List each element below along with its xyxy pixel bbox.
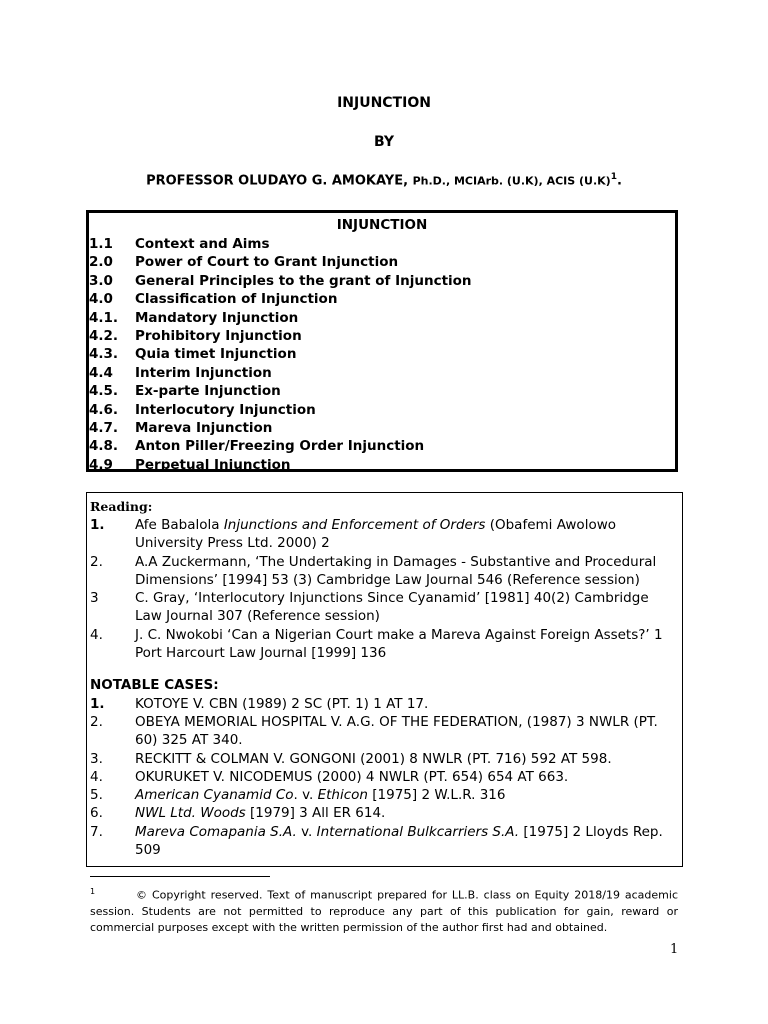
reading-item-number: 3: [90, 590, 99, 607]
toc-item: [89, 364, 675, 382]
toc-item-text: Mandatory Injunction: [135, 309, 299, 326]
author-trailing: .: [616, 173, 622, 189]
reading-item-title: Injunctions and Enforcement of Orders: [223, 517, 486, 533]
toc-item-number: 4.1.: [89, 309, 119, 326]
footnote-marker: 1: [90, 887, 96, 896]
case-citation: RECKITT & COLMAN V. GONGONI (2001) 8 NWLR (PT. 716) 592 AT 598.: [135, 750, 612, 767]
reading-item-author: Afe Babalola: [135, 517, 224, 533]
case-item-number: 4.: [90, 768, 103, 785]
case-item-text: [135, 786, 678, 804]
footnote: [90, 884, 678, 936]
case-party-2: International Bulkcarriers S.A.: [316, 823, 520, 840]
reading-item-text: [135, 626, 678, 663]
case-item-number: 5.: [90, 787, 103, 804]
reading-item-text: [135, 516, 678, 553]
toc-item-text: Interim Injunction: [135, 364, 272, 381]
case-item-number: 2.: [90, 713, 103, 730]
reading-item-author: J. C. Nwokobi ‘Can a Nigerian Court make a Mareva Against Foreign Assets?’ 1 Port Harcourt Law Journal [1999] 136: [135, 626, 663, 662]
reading-box: [86, 492, 683, 867]
case-connector: v.: [296, 823, 317, 840]
case-item: [87, 786, 682, 804]
toc-item: [89, 437, 675, 455]
toc-item-text: Power of Court to Grant Injunction: [135, 254, 399, 271]
reading-item-author: A.A Zuckermann, ‘The Undertaking in Damages - Substantive and Procedural Dimensions’ [1994] 53 (3) Cambridge Law Journal 546 (Reference session): [135, 553, 657, 588]
cases-heading: NOTABLE CASES:: [90, 677, 219, 694]
toc-item-number: 2.0: [89, 254, 113, 271]
toc-item-number: 4.9: [89, 456, 113, 473]
toc-item: [89, 309, 675, 327]
reading-item: [87, 553, 682, 590]
footnote-text: © Copyright reserved. Text of manuscript prepared for LL.B. class on Equity 2018/19 academic session. Students are not permitted to reproduce any part of this publication for gain, reward or commercial purposes except with the written permission of the author first had and obtained.: [90, 888, 678, 934]
reading-item-number: 4.: [90, 626, 103, 643]
toc-item-text: Context and Aims: [135, 236, 270, 252]
case-item-number: 3.: [90, 750, 103, 767]
toc-item-text: Quia timet Injunction: [135, 346, 297, 363]
author-credentials: Ph.D., MCIArb. (U.K), ACIS (U.K): [412, 174, 611, 188]
toc-item: [89, 419, 675, 437]
reading-item-details: (Obafemi Awolowo University Press Ltd. 2000) 2: [135, 517, 616, 552]
toc-item-number: 1.1: [89, 236, 113, 252]
footnote-separator: [90, 876, 270, 877]
toc-item-number: 4.2.: [89, 327, 119, 344]
by-line: BY: [373, 134, 395, 150]
toc-item-number: 4.7.: [89, 419, 119, 436]
case-party-1: Mareva Comapania S.A.: [135, 823, 297, 840]
author-line: [0, 172, 768, 188]
case-citation: KOTOYE V. CBN (1989) 2 SC (PT. 1) 1 AT 17.: [135, 695, 429, 712]
case-party-1: NWL Ltd. Woods: [135, 805, 246, 822]
toc-item: [89, 345, 675, 363]
toc-item-number: 4.3.: [89, 346, 119, 363]
toc-item-number: 4.5.: [89, 383, 119, 400]
case-connector: . v.: [293, 787, 318, 804]
toc-item: [89, 382, 675, 400]
toc-item-text: General Principles to the grant of Injunction: [135, 272, 472, 289]
case-citation: OKURUKET V. NICODEMUS (2000) 4 NWLR (PT. 654) 654 AT 663.: [135, 768, 569, 785]
toc-item-text: Classification of Injunction: [135, 291, 338, 308]
case-item-text: [135, 750, 678, 768]
toc-item: [89, 401, 675, 419]
case-item-number: 6.: [90, 805, 103, 822]
reading-item: [87, 516, 682, 553]
case-item-number: 7.: [90, 823, 103, 840]
toc-item: [89, 327, 675, 345]
reading-item-author: C. Gray, ‘Interlocutory Injunctions Since Cyanamid’ [1981] 40(2) Cambridge Law Journal 307 (Reference session): [135, 590, 649, 625]
case-item-text: [135, 804, 678, 822]
case-report: [1975] 2 Lloyds Rep. 509: [135, 823, 663, 859]
toc-item-text: Interlocutory Injunction: [135, 401, 316, 418]
case-report: [1975] 2 W.L.R. 316: [367, 787, 506, 804]
reading-item-number: 1.: [90, 517, 105, 533]
case-item-text: [135, 768, 678, 786]
case-connector: [1979] 3 All ER 614.: [245, 805, 386, 822]
table-of-contents: [86, 210, 678, 472]
case-party-2: Ethicon: [317, 787, 368, 804]
case-item: [87, 713, 682, 750]
reading-item-number: 2.: [90, 553, 103, 570]
reading-heading: Reading:: [90, 499, 153, 514]
case-citation: OBEYA MEMORIAL HOSPITAL V. A.G. OF THE FEDERATION, (1987) 3 NWLR (PT. 60) 325 AT 340.: [135, 713, 658, 749]
footnote-reference[interactable]: 1: [610, 172, 617, 182]
reading-item: [87, 589, 682, 626]
toc-item: [89, 253, 675, 271]
reading-item: [87, 626, 682, 663]
reading-item-text: [135, 589, 678, 626]
case-item: [87, 768, 682, 786]
toc-item-number: 4.6.: [89, 401, 119, 418]
toc-item-text: Mareva Injunction: [135, 419, 273, 436]
document-title: INJUNCTION: [337, 95, 431, 111]
toc-item: [89, 290, 675, 308]
case-item: [87, 823, 682, 860]
case-item: [87, 750, 682, 768]
case-item-number: 1.: [90, 695, 105, 712]
toc-item-number: 4.4: [89, 364, 113, 381]
toc-item-text: Prohibitory Injunction: [135, 327, 302, 344]
case-party-1: American Cyanamid Co: [135, 787, 294, 804]
toc-item: [89, 235, 675, 253]
toc-item-text: Perpetual Injunction: [135, 456, 291, 473]
toc-heading: INJUNCTION: [336, 217, 428, 233]
case-item-text: [135, 823, 678, 860]
toc-item-number: 4.0: [89, 291, 113, 308]
case-item-text: [135, 695, 678, 713]
page-number: 1: [670, 942, 679, 957]
case-item-text: [135, 713, 678, 750]
toc-item: [89, 456, 675, 474]
author-name: PROFESSOR OLUDAYO G. AMOKAYE,: [146, 173, 409, 189]
reading-item-text: [135, 553, 678, 590]
case-item: [87, 804, 682, 822]
toc-item-text: Ex-parte Injunction: [135, 383, 281, 400]
toc-item-text: Anton Piller/Freezing Order Injunction: [135, 438, 425, 455]
toc-item-number: 3.0: [89, 272, 113, 289]
toc-item-number: 4.8.: [89, 438, 119, 455]
toc-item: [89, 272, 675, 290]
case-item: [87, 695, 682, 713]
